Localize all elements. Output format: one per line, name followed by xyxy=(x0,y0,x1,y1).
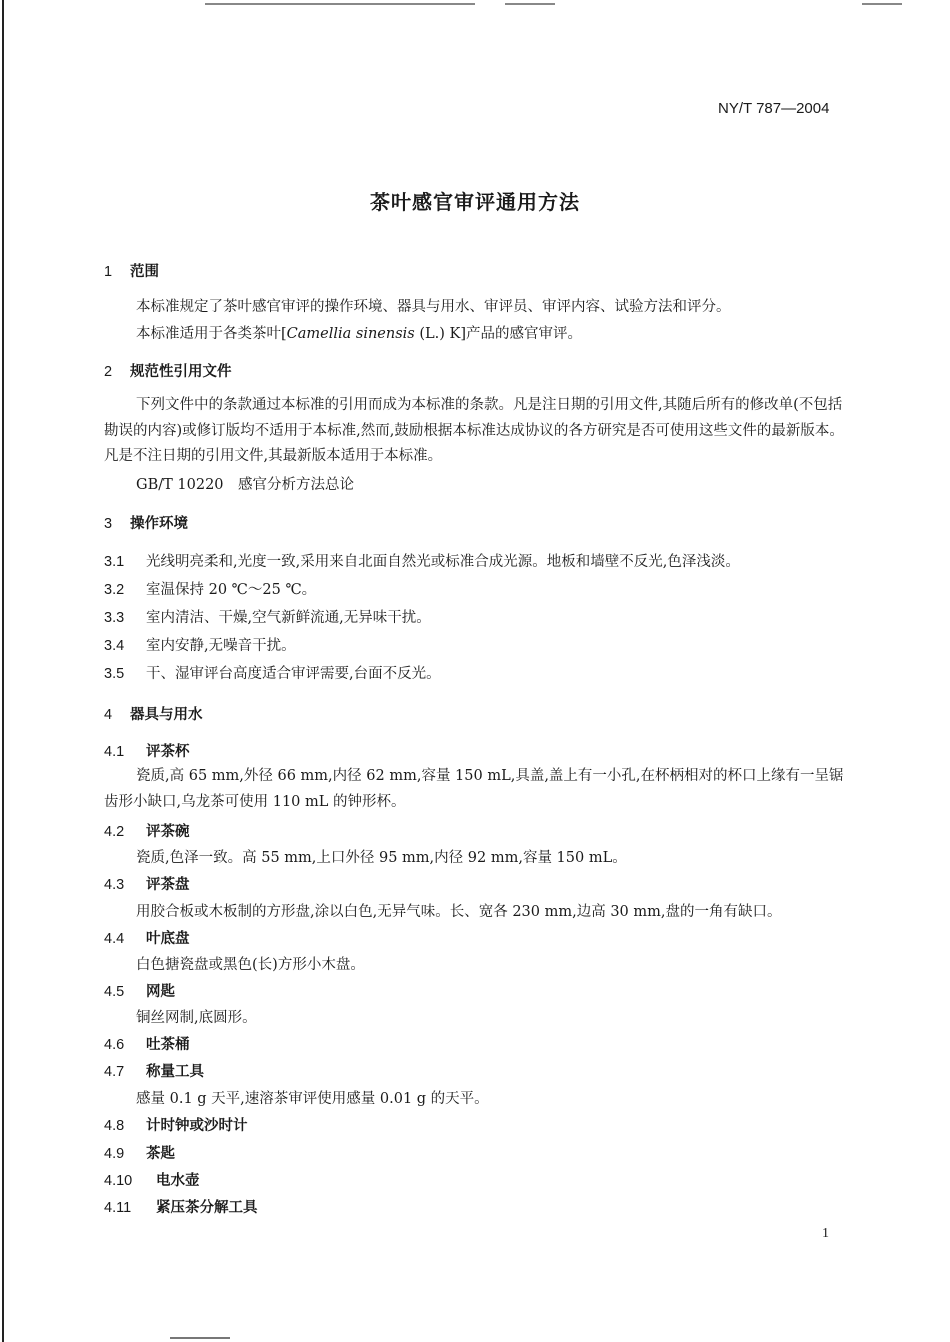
clause-4-11-heading: 4.11 紧压茶分解工具 xyxy=(104,1200,258,1216)
section-1-heading xyxy=(104,260,159,281)
scan-top-mark xyxy=(862,3,902,5)
latin-name: Camellia sinensis xyxy=(286,326,415,342)
clause-4-8-heading: 4.8 计时钟或沙时计 xyxy=(104,1118,248,1134)
section-4-heading xyxy=(104,703,203,724)
clause-4-5-heading: 4.5 网匙 xyxy=(104,984,175,1000)
clause-3-4: 3.4 室内安静,无噪音干扰。 xyxy=(104,638,296,654)
section-3-heading xyxy=(104,512,188,533)
clause-4-6-heading: 4.6 吐茶桶 xyxy=(104,1037,190,1053)
section-1-paragraph: 本标准规定了茶叶感官审评的操作环境、器具与用水、审评员、审评内容、试验方法和评分。 xyxy=(136,299,731,315)
clause-4-10-heading: 4.10 电水壶 xyxy=(104,1173,200,1189)
clause-4-7-heading: 4.7 称量工具 xyxy=(104,1064,204,1080)
scan-top-mark xyxy=(505,3,555,5)
section-number: 4 xyxy=(104,707,113,723)
clause-4-4-body: 白色搪瓷盘或黑色(长)方形小木盘。 xyxy=(136,957,365,973)
document-title: 茶叶感官审评通用方法 xyxy=(370,190,580,214)
scan-bottom-mark xyxy=(170,1337,230,1339)
section-title: 范围 xyxy=(130,264,159,280)
clause-3-3: 3.3 室内清洁、干燥,空气新鲜流通,无异味干扰。 xyxy=(104,610,431,626)
clause-4-1-body: 瓷质,高 65 mm,外径 66 mm,内径 62 mm,容量 150 mL,具盖,盖上有一小孔,在杯柄相对的杯口上缘有一呈锯齿形小缺口,乌龙茶可使用 110 mL 的钟形杯。 xyxy=(104,768,844,810)
clause-3-2: 3.2 室温保持 20 ℃～25 ℃。 xyxy=(104,582,317,598)
clause-4-3-body: 用胶合板或木板制的方形盘,涂以白色,无异气味。长、宽各 230 mm,边高 30 mm,盘的一角有缺口。 xyxy=(136,904,782,920)
clause-4-4-heading: 4.4 叶底盘 xyxy=(104,931,190,947)
section-title: 操作环境 xyxy=(130,516,188,532)
section-number: 3 xyxy=(104,516,113,532)
clause-4-2-body: 瓷质,色泽一致。高 55 mm,上口外径 95 mm,内径 92 mm,容量 150 mL。 xyxy=(136,850,627,866)
section-title: 器具与用水 xyxy=(130,707,203,723)
clause-3-5: 3.5 干、湿审评台高度适合审评需要,台面不反光。 xyxy=(104,666,441,682)
section-number: 2 xyxy=(104,364,113,380)
clause-4-3-heading: 4.3 评茶盘 xyxy=(104,877,190,893)
section-2-paragraph: 下列文件中的条款通过本标准的引用而成为本标准的条款。凡是注日期的引用文件,其随后所有的修改单(不包括勘误的内容)或修订版均不适用于本标准,然而,鼓励根据本标准达成协议的各方研究是否可使用这些文件的最新版本。凡是不注日期的引用文件,其最新版本适用于本标准。 xyxy=(104,397,844,464)
clause-4-7-body: 感量 0.1 g 天平,速溶茶审评使用感量 0.01 g 的天平。 xyxy=(136,1091,489,1107)
standard-number: NY/T 787—2004 xyxy=(718,100,830,117)
normative-reference: GB/T 10220 感官分析方法总论 xyxy=(136,477,355,493)
clause-4-5-body: 铜丝网制,底圆形。 xyxy=(136,1010,257,1026)
clause-4-9-heading: 4.9 茶匙 xyxy=(104,1146,175,1162)
section-number: 1 xyxy=(104,264,113,280)
clause-3-1: 3.1 光线明亮柔和,光度一致,采用来自北面自然光或标准合成光源。地板和墙壁不反光,色泽浅淡。 xyxy=(104,554,740,570)
section-2-heading xyxy=(104,360,232,381)
section-title: 规范性引用文件 xyxy=(130,364,232,380)
page-number: 1 xyxy=(822,1226,829,1241)
clause-4-1-heading: 4.1 评茶杯 xyxy=(104,744,190,760)
scan-top-mark xyxy=(205,3,475,5)
clause-4-2-heading: 4.2 评茶碗 xyxy=(104,824,190,840)
section-1-paragraph: 本标准适用于各类茶叶[Camellia sinensis (L.) K]产品的感官审评。 xyxy=(136,326,583,342)
